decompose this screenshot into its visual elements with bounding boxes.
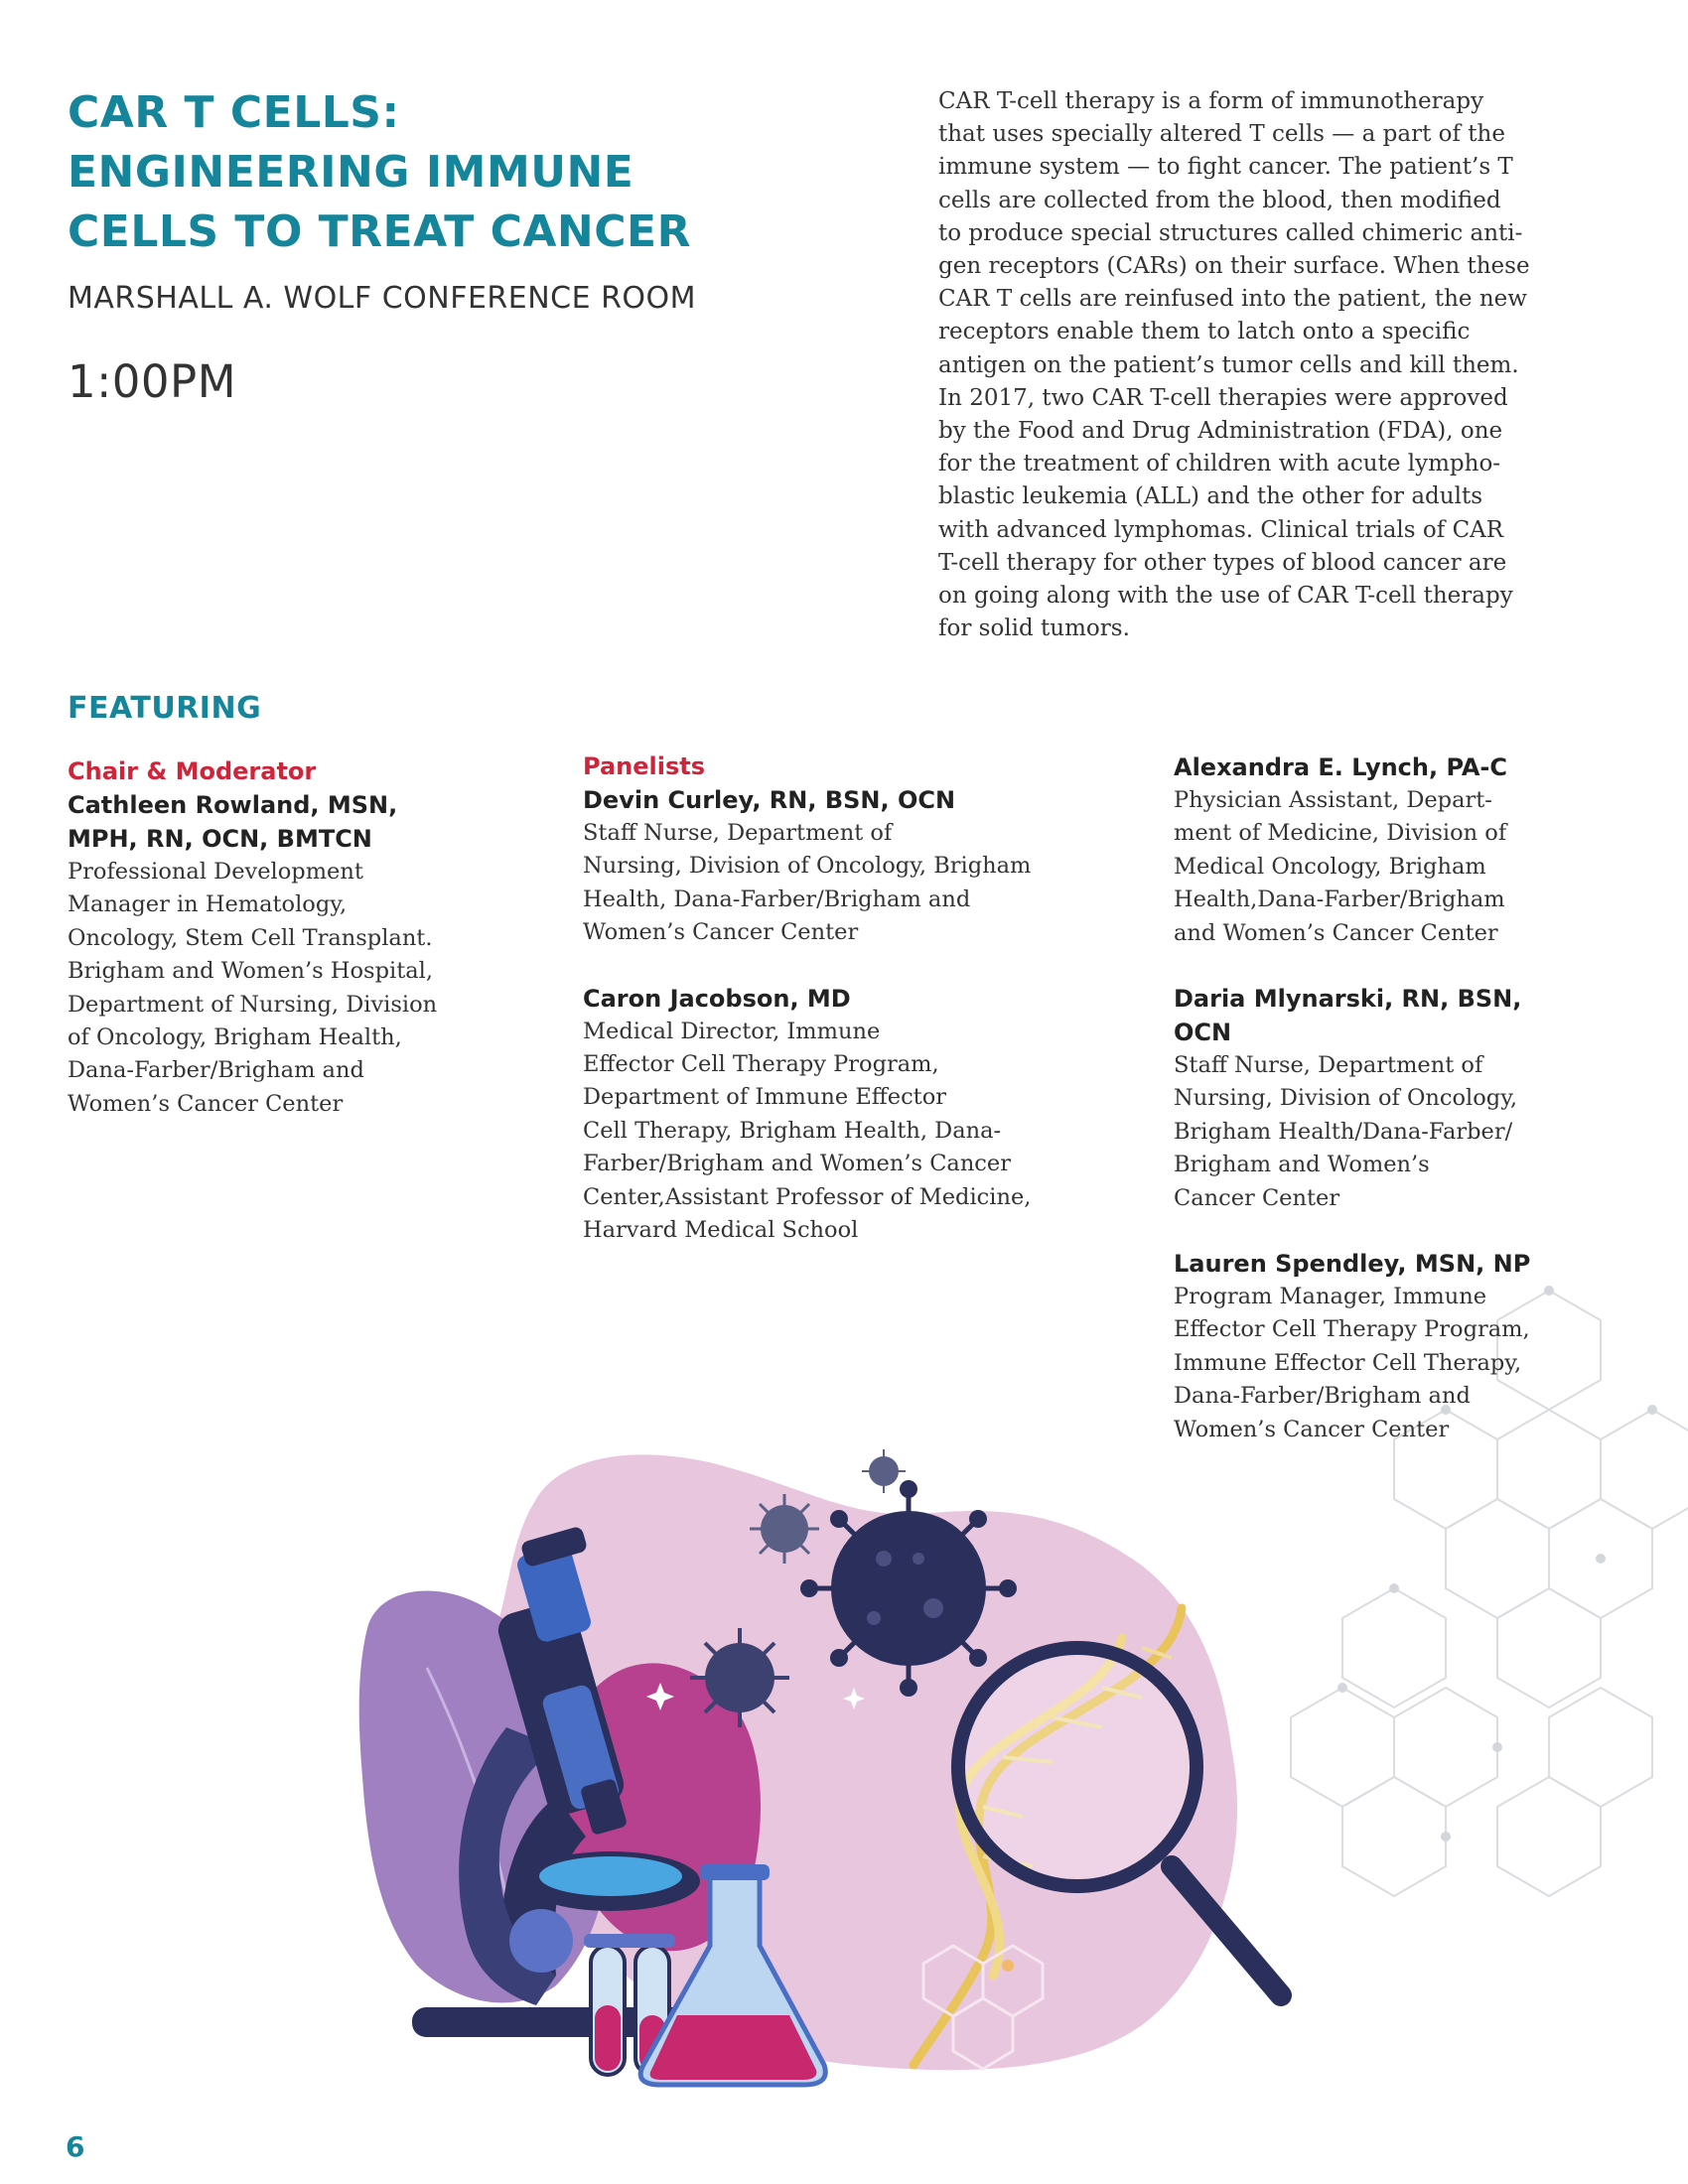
person-role: Staff Nurse, Department of Nursing, Division of Oncology, Brigham Health, Dana-Farber/Brigham and Women’s Cancer Center xyxy=(583,820,1032,946)
person-role: Professional Development Manager in Hematology, Oncology, Stem Cell Transplant. Brigham and Women’s Hospital, Department of Nursing, Division of Oncology, Brigham Health, Dana-Farber/Brigham and Women’s Cancer Center xyxy=(68,859,438,1117)
virus-large-icon xyxy=(800,1480,1017,1697)
person-name: Daria Mlynarski, RN, BSN, OCN xyxy=(1174,985,1522,1047)
panelist xyxy=(583,982,1119,1248)
person-name: Cathleen Rowland, MSN, MPH, RN, OCN, BMTCN xyxy=(68,791,398,853)
person-name: Devin Curley, RN, BSN, OCN xyxy=(583,786,956,814)
panelist xyxy=(1174,982,1630,1215)
person-role: Staff Nurse, Department of Nursing, Division of Oncology, Brigham Health/Dana-Farber/ Brigham and Women’s Cancer Center xyxy=(1174,1052,1518,1211)
panelist xyxy=(1174,1247,1630,1446)
virus-small-icon xyxy=(750,1494,819,1564)
person-role: Program Manager, Immune Effector Cell Therapy Program, Immune Effector Cell Therapy, Dana-Farber/Brigham and Women’s Cancer Center xyxy=(1174,1284,1530,1442)
virus-medium-icon xyxy=(690,1628,789,1727)
panelists-column xyxy=(583,751,1119,1279)
person-name: Caron Jacobson, MD xyxy=(583,984,851,1013)
chair-label: Chair & Moderator xyxy=(68,757,317,785)
chair-column xyxy=(68,755,504,1153)
person-name: Alexandra E. Lynch, PA-C xyxy=(1174,753,1507,781)
title-line: CELLS TO TREAT CANCER xyxy=(68,206,691,257)
title-line: CAR T CELLS: xyxy=(68,87,400,138)
person-name: Lauren Spendley, MSN, NP xyxy=(1174,1250,1531,1279)
molecule-node xyxy=(1002,1960,1014,1972)
title-line: ENGINEERING IMMUNE xyxy=(68,147,634,198)
panelist xyxy=(1174,751,1630,950)
panelist xyxy=(583,783,1119,950)
event-description: CAR T-cell therapy is a form of immunotherapy that uses specially altered T cells — a part of the immune system — to fight cancer. The patient’s T cells are collected from the blood, then modified to produce special structures called chimeric anti- gen receptors (CARs) on their surface. When these CAR T cells are reinfused into the patient, the new receptors enable them to latch onto a specific antigen on the patient’s tumor cells and kill them. In 2017, two CAR T-cell therapies were approved by the Food and Drug Administration (FDA), one for the treatment of children with acute lympho- blastic leukemia (ALL) and the other for adults with advanced lymphomas. Clinical trials of CAR T-cell therapy for other types of blood cancer are on going along with the use of CAR T-cell therapy for solid tumors. xyxy=(938,88,1530,642)
chair-person xyxy=(68,788,504,1121)
page-number: 6 xyxy=(66,2130,85,2163)
featuring-heading: FEATURING xyxy=(68,691,262,726)
person-role: Physician Assistant, Depart- ment of Medicine, Division of Medical Oncology, Brigham Health,Dana-Farber/Brigham and Women’s Cancer Center xyxy=(1174,787,1507,946)
event-title xyxy=(68,83,782,262)
event-location: MARSHALL A. WOLF CONFERENCE ROOM xyxy=(68,281,697,316)
virus-tiny-icon xyxy=(862,1449,906,1493)
person-role: Medical Director, Immune Effector Cell Therapy Program, Department of Immune Effector Cell Therapy, Brigham Health, Dana- Farber/Brigham and Women’s Cancer Center,Assistant Professor of Medicine, Harvard Medical School xyxy=(583,1018,1032,1244)
event-time: 1:00PM xyxy=(68,355,237,408)
panelists-column-2 xyxy=(1174,751,1630,1478)
panelists-label: Panelists xyxy=(583,752,705,780)
